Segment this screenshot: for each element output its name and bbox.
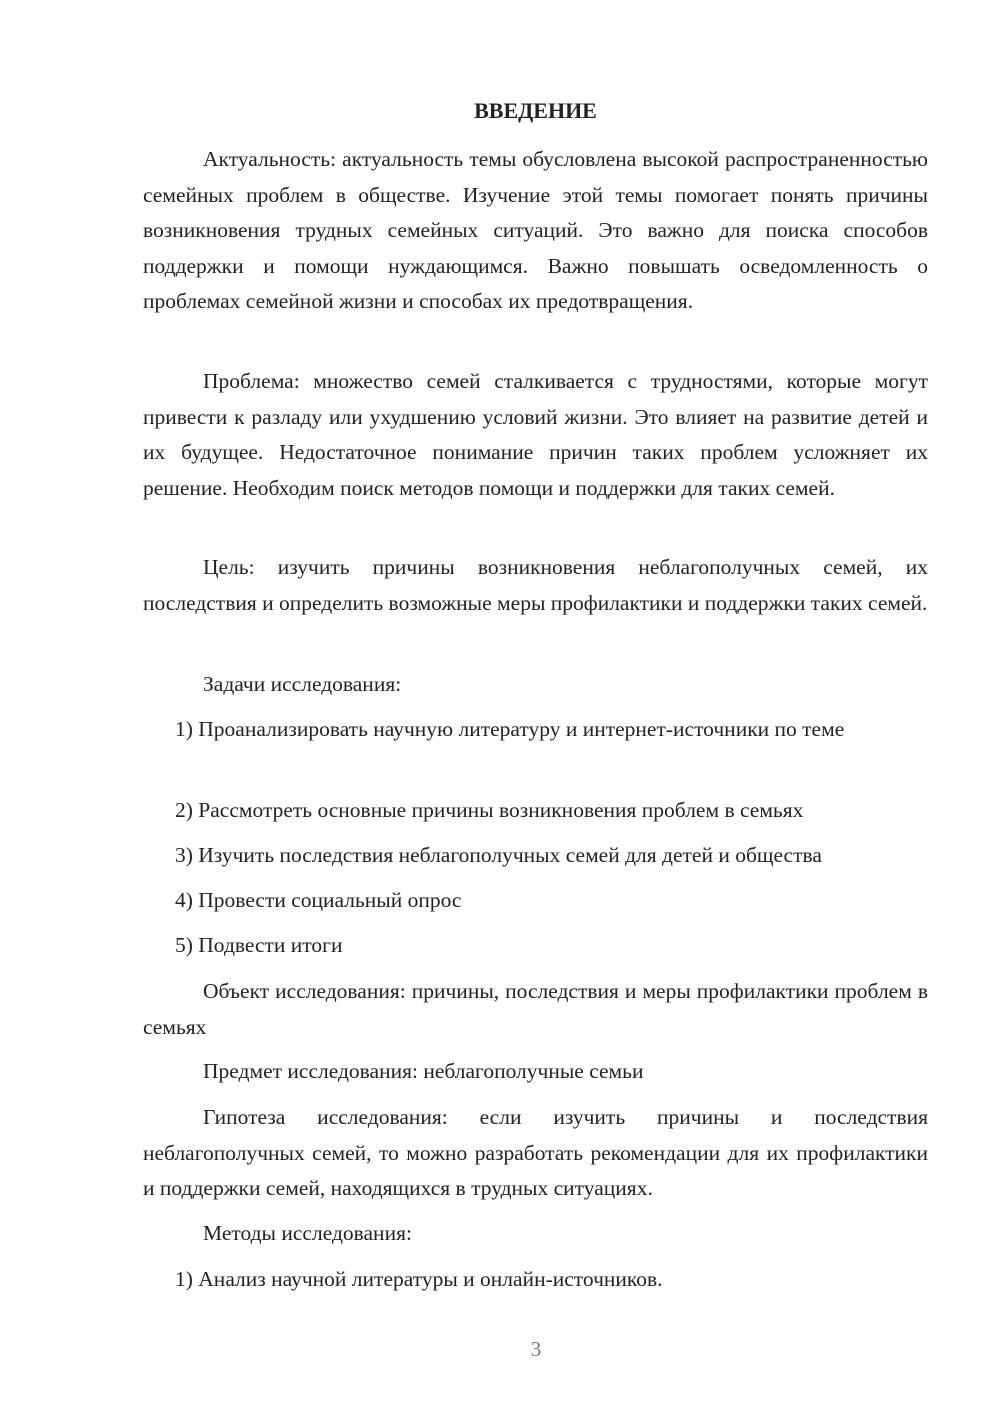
methods-title: Методы исследования: [203, 1221, 412, 1245]
paragraph-problem: Проблема: множество семей сталкивается с трудностями, которые могут привести к разладу или ухудшению условий жизни. Это влияет на развитие детей и их будущее. Недостаточное понимание причин таких проблем усложняет их решение. Необходим поиск методов помощи и поддержки для таких семей. [143, 369, 928, 500]
paragraph-hypothesis: Гипотеза исследования: если изучить причины и последствия неблагополучных семей, то можно разработать рекомендации для их профилактики и поддержки семей, находящихся в трудных ситуациях. [143, 1105, 928, 1200]
page-number: 3 [530, 1337, 542, 1361]
paragraph-relevance: Актуальность: актуальность темы обусловлена высокой распространенностью семейных проблем в обществе. Изучение этой темы помогает понять причины возникновения трудных семейных ситуаций. Это важно для поиска способов поддержки и помощи нуждающимся. Важно повышать осведомленность о проблемах семейной жизни и способах их предотвращения. [143, 147, 928, 313]
task-item: 2) Рассмотреть основные причины возникновения проблем в семьях [175, 798, 804, 822]
paragraph-object: Объект исследования: причины, последствия и меры профилактики проблем в семьях [143, 979, 928, 1039]
method-item: 1) Анализ научной литературы и онлайн-источников. [175, 1267, 663, 1291]
section-heading: ВВЕДЕНИЕ [474, 98, 597, 123]
tasks-title: Задачи исследования: [203, 672, 402, 696]
paragraph-subject: Предмет исследования: неблагополучные семьи [203, 1059, 644, 1083]
task-item: 4) Провести социальный опрос [175, 888, 462, 912]
task-item: 5) Подвести итоги [175, 933, 343, 957]
task-item: 3) Изучить последствия неблагополучных семей для детей и общества [175, 843, 822, 867]
paragraph-goal: Цель: изучить причины возникновения неблагополучных семей, их последствия и определить возможные меры профилактики и поддержки таких семей. [143, 555, 928, 615]
task-item: 1) Проанализировать научную литературу и интернет-источники по теме [175, 717, 845, 741]
